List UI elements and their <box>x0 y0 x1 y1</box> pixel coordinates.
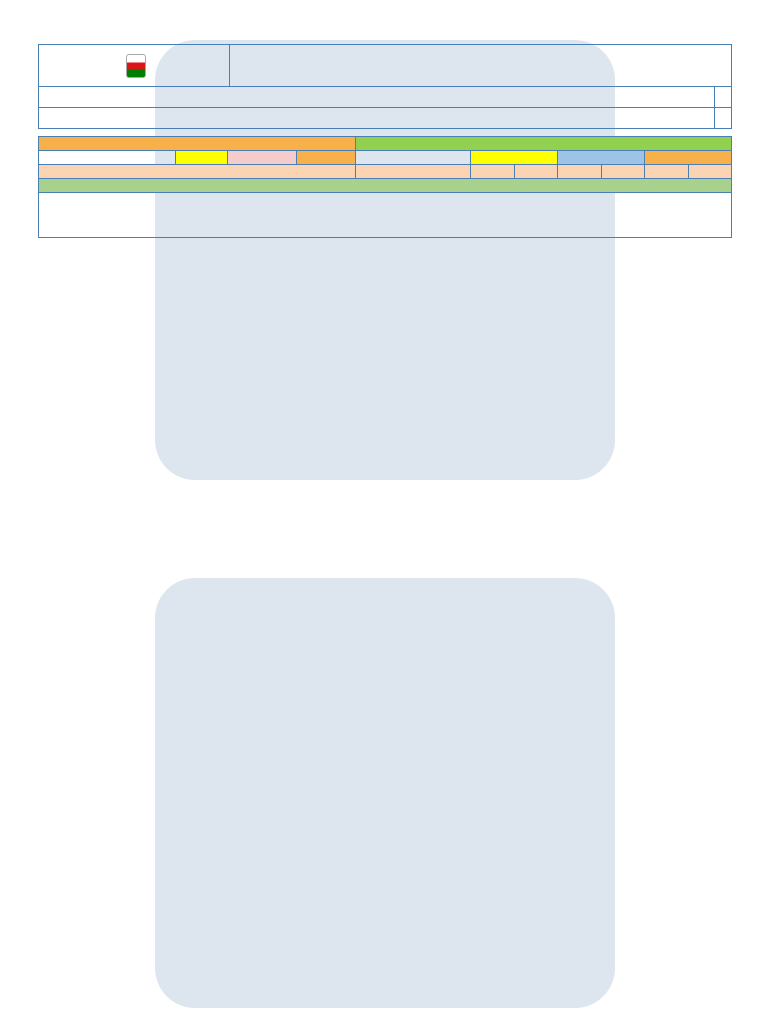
proactive-period-janmay <box>558 151 645 165</box>
col-no <box>471 165 515 179</box>
proactive-period-jun <box>471 151 558 165</box>
period-cumulative <box>297 151 356 165</box>
month <box>39 108 715 129</box>
proactive-measures-header <box>356 165 471 179</box>
indicators-table <box>38 136 732 238</box>
period-janmay <box>228 151 297 165</box>
proactive-heading <box>356 137 732 151</box>
location <box>39 87 715 108</box>
col-no <box>645 165 689 179</box>
blank-cell <box>39 151 176 165</box>
col-hours <box>688 165 732 179</box>
col-no <box>558 165 602 179</box>
col-hours <box>601 165 645 179</box>
reactive-heading <box>39 137 356 151</box>
report-header <box>38 44 732 129</box>
note <box>39 193 732 238</box>
safety-pyramid <box>95 605 465 790</box>
report-title <box>230 45 732 87</box>
col-hours <box>514 165 558 179</box>
period-jun <box>176 151 228 165</box>
proactive-period-cumulative <box>645 151 732 165</box>
oman-flag-icon <box>126 54 146 78</box>
year <box>715 87 732 108</box>
separator-row <box>39 179 732 193</box>
recordable-cases-header <box>39 165 356 179</box>
company-logo <box>39 45 230 87</box>
blank-cell <box>356 151 471 165</box>
report-number <box>715 108 732 129</box>
